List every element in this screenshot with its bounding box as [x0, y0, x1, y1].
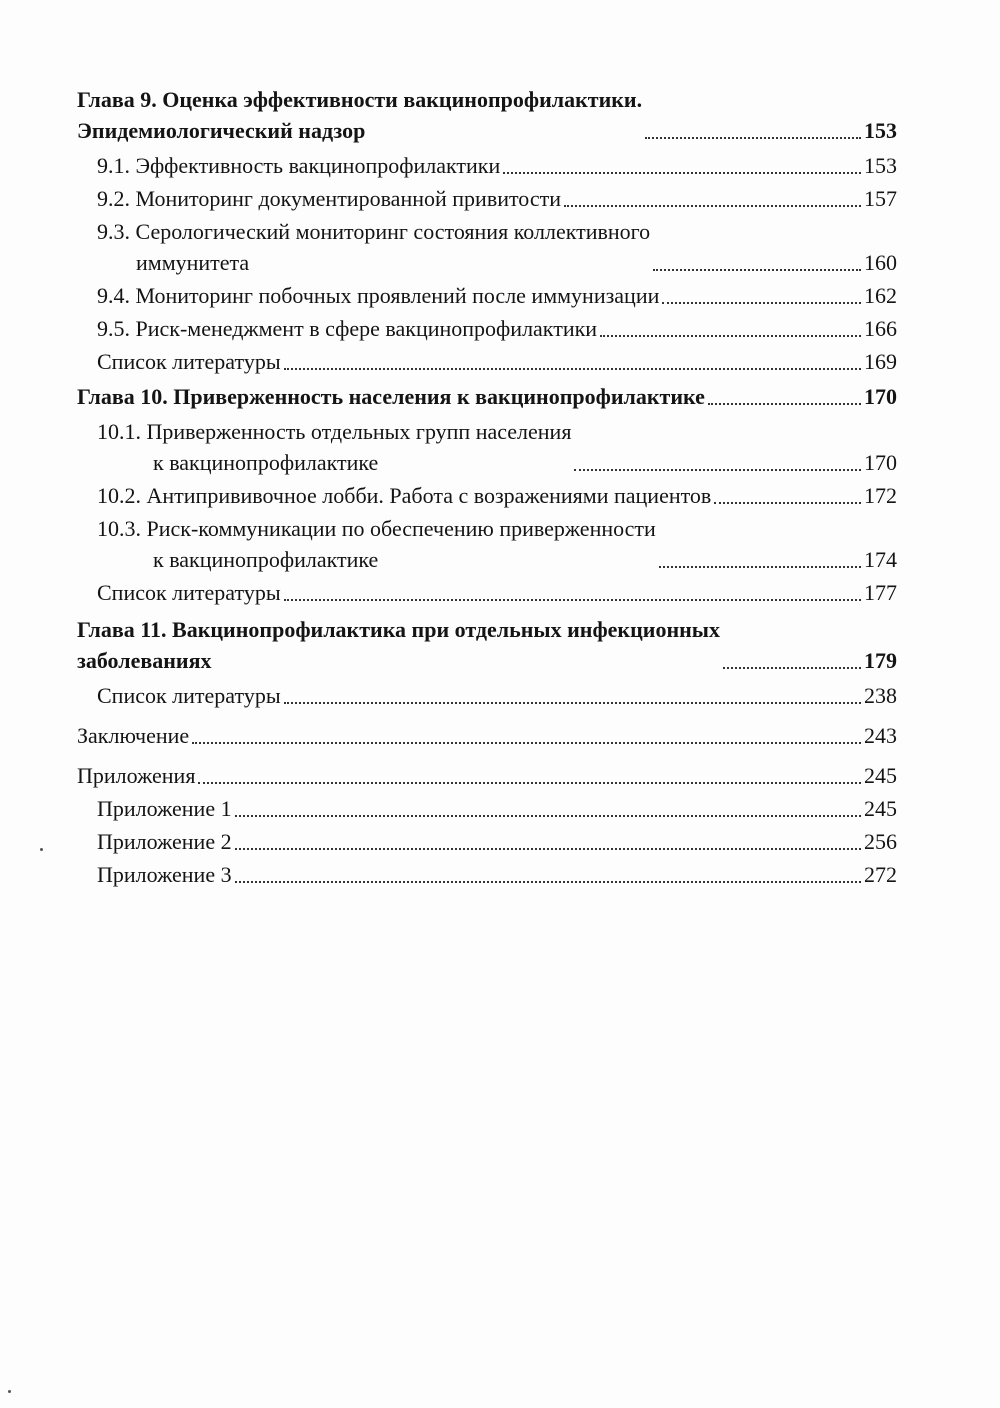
toc-references-10[interactable] — [77, 577, 897, 608]
page-number: 245 — [864, 796, 897, 821]
section-title — [97, 216, 650, 278]
dot-leader — [235, 815, 861, 817]
scan-speck — [40, 848, 43, 851]
toc-section-9-1[interactable] — [77, 150, 897, 181]
chapter-title: Глава 10. Приверженность населения к вакцинопрофилактике — [77, 384, 705, 409]
page-number: 174 — [864, 547, 897, 572]
section-title-line1: 9.3. Серологический мониторинг состояния коллективного — [97, 219, 651, 244]
chapter-title-line2: Эпидемиологический надзор — [77, 118, 366, 143]
toc-references-11[interactable] — [77, 680, 897, 711]
page-number: 170 — [864, 384, 897, 409]
toc-chapter-9[interactable] — [77, 84, 897, 146]
toc-section-9-5[interactable] — [77, 313, 897, 344]
chapter-title-line1: Глава 11. Вакцинопрофилактика при отдельных инфекционных — [77, 617, 720, 642]
section-title: Приложение 1 — [97, 796, 232, 821]
page-number: 243 — [864, 723, 897, 748]
page-number: 166 — [864, 316, 897, 341]
dot-leader — [198, 782, 861, 784]
dot-leader — [659, 566, 861, 568]
section-title-line1: 10.3. Риск-коммуникации по обеспечению приверженности — [97, 516, 656, 541]
dot-leader — [284, 368, 861, 370]
scan-speck — [8, 1390, 11, 1393]
dot-leader — [714, 502, 861, 504]
section-title: 9.4. Мониторинг побочных проявлений после иммунизации — [97, 283, 660, 308]
section-title: 10.2. Антипрививочное лобби. Работа с возражениями пациентов — [97, 483, 712, 508]
page-number: 153 — [864, 118, 897, 143]
dot-leader — [723, 667, 861, 669]
table-of-contents — [77, 80, 897, 890]
section-title — [97, 513, 656, 575]
page-number: 153 — [864, 153, 897, 178]
dot-leader — [284, 702, 861, 704]
section-title: Список литературы — [97, 580, 281, 605]
page-number: 256 — [864, 829, 897, 854]
dot-leader — [192, 742, 861, 744]
dot-leader — [600, 335, 861, 337]
dot-leader — [564, 205, 861, 207]
page-number: 162 — [864, 283, 897, 308]
dot-leader — [574, 469, 861, 471]
section-title: Заключение — [77, 723, 190, 748]
page-number: 172 — [864, 483, 897, 508]
section-title-line2: иммунитета — [136, 250, 250, 275]
toc-section-10-3[interactable] — [77, 513, 897, 575]
dot-leader — [653, 269, 861, 271]
toc-section-9-4[interactable] — [77, 280, 897, 311]
chapter-title — [77, 84, 642, 146]
dot-leader — [284, 599, 861, 601]
section-title-line2: к вакцинопрофилактике — [153, 547, 379, 572]
section-title: Список литературы — [97, 683, 281, 708]
dot-leader — [708, 403, 861, 405]
toc-references-9[interactable] — [77, 346, 897, 377]
page-number: 157 — [864, 186, 897, 211]
section-title: 9.2. Мониторинг документированной привитости — [97, 186, 561, 211]
dot-leader — [645, 137, 861, 139]
section-title-line2: к вакцинопрофилактике — [153, 450, 379, 475]
section-title: Список литературы — [97, 349, 281, 374]
toc-chapter-10[interactable] — [77, 381, 897, 412]
page-number: 179 — [864, 648, 897, 673]
dot-leader — [662, 302, 861, 304]
chapter-title-line2: заболеваниях — [77, 648, 212, 673]
toc-appendices[interactable] — [77, 760, 897, 791]
toc-appendix-2[interactable] — [77, 826, 897, 857]
section-title: 9.5. Риск-менеджмент в сфере вакцинопрофилактики — [97, 316, 598, 341]
page-number: 238 — [864, 683, 897, 708]
page-number: 272 — [864, 862, 897, 887]
section-title: Приложение 2 — [97, 829, 232, 854]
toc-section-10-1[interactable] — [77, 416, 897, 478]
section-title-line1: 10.1. Приверженность отдельных групп населения — [97, 419, 572, 444]
toc-chapter-11[interactable] — [77, 614, 897, 676]
page-number: 169 — [864, 349, 897, 374]
section-title: Приложение 3 — [97, 862, 232, 887]
dot-leader — [235, 848, 861, 850]
toc-section-9-2[interactable] — [77, 183, 897, 214]
chapter-title-line1: Глава 9. Оценка эффективности вакцинопрофилактики. — [77, 87, 643, 112]
section-title — [97, 416, 571, 478]
section-title: Приложения — [77, 763, 196, 788]
section-title: 9.1. Эффективность вакцинопрофилактики — [97, 153, 501, 178]
page-number: 160 — [864, 250, 897, 275]
toc-section-9-3[interactable] — [77, 216, 897, 278]
page-number: 245 — [864, 763, 897, 788]
toc-section-10-2[interactable] — [77, 480, 897, 511]
dot-leader — [235, 881, 861, 883]
page-number: 177 — [864, 580, 897, 605]
dot-leader — [503, 172, 861, 174]
toc-appendix-1[interactable] — [77, 793, 897, 824]
page-number: 170 — [864, 450, 897, 475]
chapter-title — [77, 614, 720, 676]
toc-conclusion[interactable] — [77, 720, 897, 751]
toc-appendix-3[interactable] — [77, 859, 897, 890]
